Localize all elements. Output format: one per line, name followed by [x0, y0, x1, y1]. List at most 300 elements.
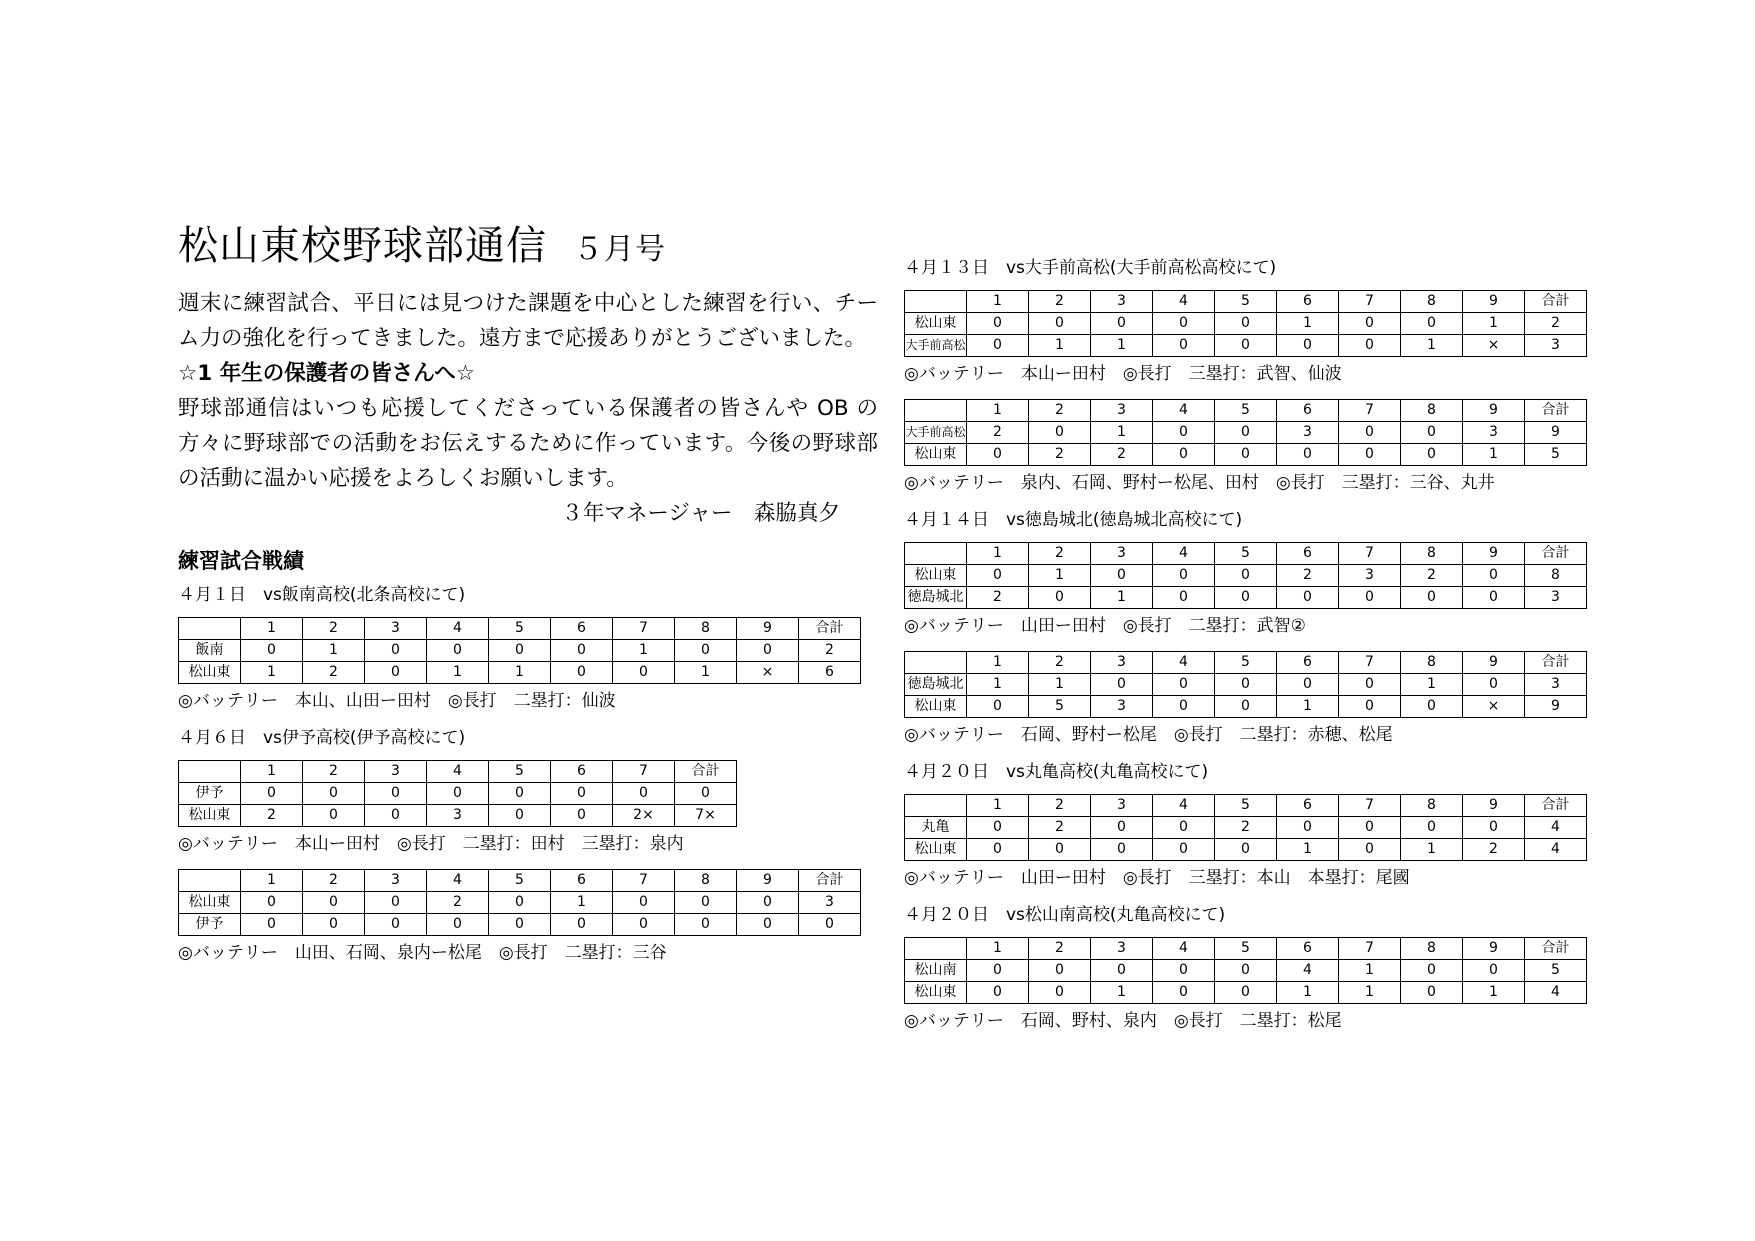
- scoreboard-table: [904, 542, 1587, 609]
- scoreboard-table: [904, 651, 1587, 718]
- total-score: 0: [799, 914, 861, 936]
- inning-score: 0: [1277, 587, 1339, 609]
- inning-header-row: [905, 652, 1587, 674]
- inning-number: 9: [1463, 938, 1525, 960]
- inning-score: 3: [1463, 422, 1525, 444]
- corner-cell: [179, 870, 241, 892]
- scoreboard-table: [178, 760, 737, 827]
- inning-number: 8: [1401, 652, 1463, 674]
- inning-score: 1: [1091, 422, 1153, 444]
- inning-score: 1: [1401, 839, 1463, 861]
- team-name: 大手前高松: [905, 335, 967, 357]
- inning-score: 0: [1401, 444, 1463, 466]
- inning-number: 3: [1091, 938, 1153, 960]
- inning-score: 1: [1463, 444, 1525, 466]
- inning-score: 0: [1463, 565, 1525, 587]
- inning-number: 4: [1153, 795, 1215, 817]
- inning-header-row: [905, 543, 1587, 565]
- inning-number: 4: [1153, 291, 1215, 313]
- team-name: 伊予: [179, 914, 241, 936]
- inning-score: 0: [303, 892, 365, 914]
- inning-score: 0: [1153, 422, 1215, 444]
- total-score: 5: [1525, 960, 1587, 982]
- inning-score: 0: [675, 892, 737, 914]
- team-row: [179, 662, 861, 684]
- inning-score: 0: [1029, 587, 1091, 609]
- team-name: 松山東: [905, 313, 967, 335]
- inning-score: 1: [1401, 335, 1463, 357]
- inning-number: 6: [1277, 938, 1339, 960]
- team-name: 徳島城北: [905, 587, 967, 609]
- total-score: 9: [1525, 422, 1587, 444]
- inning-score: 0: [1463, 674, 1525, 696]
- inning-number: 7: [1339, 795, 1401, 817]
- total-header: 合計: [799, 870, 861, 892]
- intro-message: 野球部通信はいつも応援してくださっている保護者の皆さんや OB の方々に野球部での活動をお伝えするために作っています。今後の野球部の活動に温かい応援をよろしくお願いします。: [178, 396, 878, 491]
- inning-score: 1: [1277, 982, 1339, 1004]
- total-header: 合計: [1525, 400, 1587, 422]
- scoreboard-table: [904, 794, 1587, 861]
- inning-score: 0: [737, 914, 799, 936]
- inning-score: 0: [551, 640, 613, 662]
- inning-score: 0: [1463, 587, 1525, 609]
- inning-number: 1: [967, 400, 1029, 422]
- inning-score: 1: [1277, 696, 1339, 718]
- inning-score: 1: [1339, 982, 1401, 1004]
- inning-number: 4: [427, 761, 489, 783]
- total-header: 合計: [1525, 795, 1587, 817]
- inning-number: 2: [1029, 400, 1091, 422]
- inning-score: 4: [1277, 960, 1339, 982]
- game-block: [178, 726, 878, 964]
- inning-score: 0: [1339, 674, 1401, 696]
- inning-score: 0: [613, 914, 675, 936]
- inning-score: 0: [1339, 696, 1401, 718]
- team-name: 松山東: [179, 662, 241, 684]
- inning-score: 5: [1029, 696, 1091, 718]
- inning-number: 1: [241, 870, 303, 892]
- inning-score: 0: [967, 444, 1029, 466]
- inning-score: 1: [1463, 982, 1525, 1004]
- issue-label: ５月号: [573, 232, 666, 267]
- total-score: 2: [799, 640, 861, 662]
- right-column: [904, 252, 1664, 1046]
- game-header: ４月６日 vs伊予高校(伊予高校にて): [178, 728, 466, 748]
- team-name: 松山東: [905, 444, 967, 466]
- team-name: 徳島城北: [905, 674, 967, 696]
- inning-score: 0: [1215, 696, 1277, 718]
- inning-score: 0: [737, 640, 799, 662]
- corner-cell: [905, 291, 967, 313]
- corner-cell: [905, 543, 967, 565]
- total-score: 4: [1525, 817, 1587, 839]
- game-block: [904, 760, 1664, 889]
- inning-score: 0: [967, 335, 1029, 357]
- inning-number: 8: [1401, 291, 1463, 313]
- total-header: 合計: [799, 618, 861, 640]
- team-row: [905, 960, 1587, 982]
- inning-score: 3: [1091, 696, 1153, 718]
- inning-score: 0: [551, 805, 613, 827]
- inning-number: 3: [365, 761, 427, 783]
- inning-number: 5: [1215, 400, 1277, 422]
- game-header: ４月２０日 vs丸亀高校(丸亀高校にて): [904, 762, 1209, 782]
- inning-number: 5: [1215, 938, 1277, 960]
- inning-score: 0: [1029, 313, 1091, 335]
- inning-number: 6: [1277, 543, 1339, 565]
- inning-score: 0: [1153, 335, 1215, 357]
- inning-score: 1: [1091, 587, 1153, 609]
- inning-number: 7: [613, 618, 675, 640]
- team-row: [905, 839, 1587, 861]
- team-name: 松山東: [905, 696, 967, 718]
- total-header: 合計: [675, 761, 737, 783]
- inning-score: 0: [967, 313, 1029, 335]
- game-header: ４月２０日 vs松山南高校(丸亀高校にて): [904, 905, 1226, 925]
- total-score: 4: [1525, 839, 1587, 861]
- corner-cell: [179, 618, 241, 640]
- team-row: [905, 696, 1587, 718]
- inning-number: 9: [737, 870, 799, 892]
- inning-number: 7: [1339, 400, 1401, 422]
- inning-score: 0: [365, 783, 427, 805]
- corner-cell: [905, 938, 967, 960]
- team-row: [179, 640, 861, 662]
- inning-score: 2: [1401, 565, 1463, 587]
- inning-score: 0: [489, 914, 551, 936]
- inning-score: 0: [1277, 335, 1339, 357]
- inning-score: 0: [551, 662, 613, 684]
- game-block: [904, 256, 1664, 494]
- team-name: 松山東: [179, 805, 241, 827]
- team-name: 大手前高松: [905, 422, 967, 444]
- inning-number: 7: [1339, 938, 1401, 960]
- team-name: 松山東: [905, 839, 967, 861]
- game-header: ４月１３日 vs大手前高松(大手前高松高校にて): [904, 258, 1277, 278]
- corner-cell: [905, 400, 967, 422]
- inning-header-row: [905, 291, 1587, 313]
- inning-number: 7: [1339, 652, 1401, 674]
- inning-score: 2×: [613, 805, 675, 827]
- inning-score: ×: [1463, 335, 1525, 357]
- inning-number: 3: [1091, 543, 1153, 565]
- inning-score: 2: [967, 422, 1029, 444]
- inning-number: 6: [1277, 795, 1339, 817]
- scoreboard-table: [178, 617, 861, 684]
- total-score: 7×: [675, 805, 737, 827]
- inning-score: 0: [1153, 960, 1215, 982]
- inning-score: 2: [1277, 565, 1339, 587]
- inning-score: 0: [967, 839, 1029, 861]
- inning-score: 0: [1153, 982, 1215, 1004]
- inning-score: 1: [1029, 565, 1091, 587]
- inning-score: 0: [1153, 565, 1215, 587]
- team-row: [905, 817, 1587, 839]
- inning-number: 4: [427, 870, 489, 892]
- inning-score: 2: [241, 805, 303, 827]
- inning-score: 0: [613, 892, 675, 914]
- battery-note: ◎バッテリー 山田ー田村 ◎長打 二塁打：武智②: [904, 616, 1306, 636]
- inning-score: 0: [967, 817, 1029, 839]
- total-score: 9: [1525, 696, 1587, 718]
- inning-score: 1: [613, 640, 675, 662]
- inning-number: 9: [1463, 795, 1525, 817]
- game-header: ４月１４日 vs徳島城北(徳島城北高校にて): [904, 510, 1243, 530]
- inning-score: 1: [1091, 335, 1153, 357]
- inning-score: 0: [1401, 982, 1463, 1004]
- inning-score: 0: [1401, 587, 1463, 609]
- team-row: [905, 444, 1587, 466]
- inning-number: 7: [613, 870, 675, 892]
- total-score: 6: [799, 662, 861, 684]
- inning-score: 0: [241, 640, 303, 662]
- inning-score: 0: [1215, 313, 1277, 335]
- inning-score: 0: [1153, 313, 1215, 335]
- inning-score: 3: [1339, 565, 1401, 587]
- inning-number: 4: [1153, 400, 1215, 422]
- inning-score: 1: [1463, 313, 1525, 335]
- total-score: 0: [675, 783, 737, 805]
- total-score: 5: [1525, 444, 1587, 466]
- inning-header-row: [179, 870, 861, 892]
- inning-score: 0: [1339, 444, 1401, 466]
- team-name: 松山東: [179, 892, 241, 914]
- inning-score: 0: [1029, 839, 1091, 861]
- inning-score: 0: [1215, 674, 1277, 696]
- inning-score: 0: [1401, 817, 1463, 839]
- inning-score: 0: [303, 914, 365, 936]
- battery-note: ◎バッテリー 本山ー田村 ◎長打 二塁打：田村 三塁打：泉内: [178, 834, 684, 854]
- inning-score: 0: [1339, 839, 1401, 861]
- inning-score: 0: [1215, 422, 1277, 444]
- inning-score: 0: [241, 892, 303, 914]
- team-row: [905, 335, 1587, 357]
- inning-score: 0: [1091, 565, 1153, 587]
- inning-number: 9: [1463, 543, 1525, 565]
- page-title: [178, 220, 878, 276]
- inning-number: 6: [551, 870, 613, 892]
- team-name: 松山東: [905, 565, 967, 587]
- inning-number: 5: [1215, 291, 1277, 313]
- inning-score: 2: [1029, 817, 1091, 839]
- team-name: 丸亀: [905, 817, 967, 839]
- inning-score: 0: [303, 783, 365, 805]
- corner-cell: [905, 795, 967, 817]
- inning-number: 1: [241, 618, 303, 640]
- inning-score: 0: [241, 914, 303, 936]
- inning-number: 8: [675, 618, 737, 640]
- inning-number: 9: [1463, 291, 1525, 313]
- inning-score: 0: [303, 805, 365, 827]
- inning-score: 1: [427, 662, 489, 684]
- inning-score: 1: [1029, 335, 1091, 357]
- inning-number: 9: [1463, 652, 1525, 674]
- inning-number: 8: [1401, 400, 1463, 422]
- inning-score: 0: [427, 640, 489, 662]
- inning-score: 0: [489, 783, 551, 805]
- inning-score: 0: [1153, 839, 1215, 861]
- inning-score: 0: [427, 914, 489, 936]
- inning-number: 1: [967, 291, 1029, 313]
- inning-score: 0: [1277, 444, 1339, 466]
- inning-header-row: [179, 618, 861, 640]
- inning-score: 1: [1091, 982, 1153, 1004]
- inning-score: 0: [675, 640, 737, 662]
- inning-score: 0: [427, 783, 489, 805]
- inning-number: 1: [967, 795, 1029, 817]
- games-left: [178, 583, 878, 964]
- inning-score: 0: [967, 696, 1029, 718]
- section-title: 練習試合戦績: [178, 549, 304, 573]
- inning-number: 4: [1153, 652, 1215, 674]
- inning-score: 0: [489, 892, 551, 914]
- inning-score: 0: [489, 805, 551, 827]
- inning-score: 0: [1215, 839, 1277, 861]
- inning-score: 1: [303, 640, 365, 662]
- inning-score: 1: [241, 662, 303, 684]
- inning-score: 0: [489, 640, 551, 662]
- inning-score: 0: [967, 960, 1029, 982]
- inning-score: 0: [365, 805, 427, 827]
- inning-number: 3: [365, 870, 427, 892]
- total-header: 合計: [1525, 652, 1587, 674]
- battery-note: ◎バッテリー 山田、石岡、泉内ー松尾 ◎長打 二塁打：三谷: [178, 943, 667, 963]
- total-score: 3: [1525, 674, 1587, 696]
- inning-score: 0: [1339, 422, 1401, 444]
- inning-number: 2: [1029, 938, 1091, 960]
- inning-score: 1: [1339, 960, 1401, 982]
- inning-header-row: [179, 761, 737, 783]
- inning-score: 2: [1029, 444, 1091, 466]
- inning-score: 0: [1215, 982, 1277, 1004]
- inning-number: 2: [1029, 543, 1091, 565]
- team-name: 飯南: [179, 640, 241, 662]
- inning-number: 2: [1029, 795, 1091, 817]
- intro-heading: ☆1 年生の保護者の皆さんへ☆: [178, 361, 476, 386]
- left-column: [178, 220, 878, 978]
- inning-number: 1: [241, 761, 303, 783]
- inning-number: 4: [427, 618, 489, 640]
- inning-number: 8: [1401, 543, 1463, 565]
- inning-number: 8: [1401, 795, 1463, 817]
- inning-score: 3: [1277, 422, 1339, 444]
- inning-number: 7: [1339, 291, 1401, 313]
- corner-cell: [905, 652, 967, 674]
- inning-number: 4: [1153, 543, 1215, 565]
- total-header: 合計: [1525, 291, 1587, 313]
- inning-score: 0: [737, 892, 799, 914]
- inning-number: 5: [489, 761, 551, 783]
- inning-number: 4: [1153, 938, 1215, 960]
- team-row: [905, 982, 1587, 1004]
- inning-number: 2: [1029, 652, 1091, 674]
- inning-score: 0: [613, 662, 675, 684]
- inning-number: 3: [365, 618, 427, 640]
- inning-score: 1: [1277, 839, 1339, 861]
- signature: ３年マネージャー 森脇真夕: [561, 501, 840, 526]
- inning-score: 0: [1153, 674, 1215, 696]
- inning-score: 0: [1215, 565, 1277, 587]
- inning-number: 3: [1091, 400, 1153, 422]
- inning-score: 0: [365, 640, 427, 662]
- inning-score: 0: [241, 783, 303, 805]
- team-name: 伊予: [179, 783, 241, 805]
- inning-score: 2: [1215, 817, 1277, 839]
- inning-score: 0: [1401, 313, 1463, 335]
- inning-number: 1: [967, 938, 1029, 960]
- scoreboard-table: [178, 869, 861, 936]
- team-name: 松山東: [905, 982, 967, 1004]
- inning-header-row: [905, 795, 1587, 817]
- inning-score: 0: [551, 914, 613, 936]
- inning-score: 0: [1091, 674, 1153, 696]
- inning-number: 6: [1277, 291, 1339, 313]
- inning-number: 3: [1091, 291, 1153, 313]
- team-row: [179, 892, 861, 914]
- scoreboard-table: [904, 399, 1587, 466]
- inning-score: 0: [1153, 817, 1215, 839]
- inning-number: 9: [737, 618, 799, 640]
- inning-score: 0: [1277, 674, 1339, 696]
- team-row: [905, 674, 1587, 696]
- inning-number: 3: [1091, 652, 1153, 674]
- inning-score: 0: [1339, 817, 1401, 839]
- inning-number: 5: [1215, 543, 1277, 565]
- inning-number: 5: [489, 870, 551, 892]
- inning-number: 7: [613, 761, 675, 783]
- scoreboard-table: [904, 937, 1587, 1004]
- battery-note: ◎バッテリー 泉内、石岡、野村ー松尾、田村 ◎長打 三塁打：三谷、丸井: [904, 473, 1495, 493]
- inning-score: 0: [365, 662, 427, 684]
- inning-score: 0: [1215, 444, 1277, 466]
- inning-score: 0: [613, 783, 675, 805]
- inning-number: 6: [551, 618, 613, 640]
- inning-number: 2: [1029, 291, 1091, 313]
- inning-score: 1: [489, 662, 551, 684]
- game-block: [904, 903, 1664, 1032]
- inning-score: 0: [1463, 817, 1525, 839]
- inning-score: ×: [1463, 696, 1525, 718]
- inning-score: 1: [967, 674, 1029, 696]
- inning-score: 0: [1091, 313, 1153, 335]
- games-right: [904, 256, 1664, 1032]
- inning-number: 3: [1091, 795, 1153, 817]
- team-row: [905, 422, 1587, 444]
- newsletter-title: 松山東校野球部通信: [178, 223, 547, 269]
- inning-score: 0: [551, 783, 613, 805]
- total-score: 4: [1525, 982, 1587, 1004]
- inning-score: 0: [1277, 817, 1339, 839]
- team-row: [905, 587, 1587, 609]
- total-header: 合計: [1525, 938, 1587, 960]
- battery-note: ◎バッテリー 本山ー田村 ◎長打 三塁打：武智、仙波: [904, 364, 1342, 384]
- inning-number: 6: [551, 761, 613, 783]
- corner-cell: [179, 761, 241, 783]
- inning-number: 1: [967, 543, 1029, 565]
- game-header: ４月１日 vs飯南高校(北条高校にて): [178, 585, 466, 605]
- team-row: [179, 914, 861, 936]
- inning-score: 1: [551, 892, 613, 914]
- inning-score: 0: [365, 914, 427, 936]
- inning-score: 2: [967, 587, 1029, 609]
- inning-score: 0: [1153, 444, 1215, 466]
- inning-score: 0: [1401, 422, 1463, 444]
- inning-score: 0: [1029, 422, 1091, 444]
- inning-number: 9: [1463, 400, 1525, 422]
- total-score: 2: [1525, 313, 1587, 335]
- inning-header-row: [905, 400, 1587, 422]
- inning-score: 0: [1339, 587, 1401, 609]
